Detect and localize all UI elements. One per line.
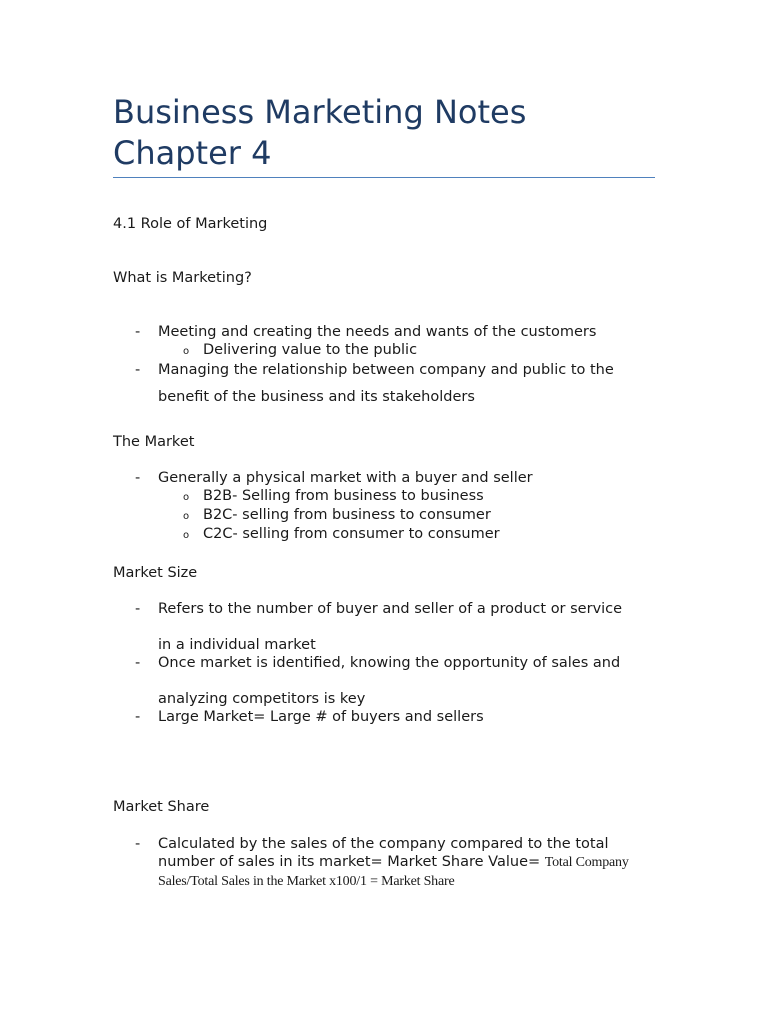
- marketing-heading: What is Marketing?: [113, 270, 252, 286]
- market-size-item-3: Large Market= Large # of buyers and sellers: [158, 709, 484, 725]
- market-share-definition-text: number of sales in its market= Market Share Value=: [158, 854, 545, 870]
- marketing-item-2-line-1: Managing the relationship between company and public to the: [158, 362, 614, 378]
- title-line-2: Chapter 4: [113, 134, 272, 172]
- marketing-item-1-sub-1: Delivering value to the public: [203, 342, 418, 358]
- sub-bullet-icon: o: [183, 492, 190, 503]
- title-line-1: Business Marketing Notes: [113, 93, 527, 131]
- list-dash: -: [135, 655, 141, 671]
- sub-bullet-icon: o: [183, 530, 190, 541]
- market-share-item-1-line-1: Calculated by the sales of the company compared to the total: [158, 836, 609, 852]
- list-dash: -: [135, 362, 141, 378]
- market-size-item-1-line-1: Refers to the number of buyer and seller of a product or service: [158, 601, 623, 617]
- market-sub-b2b: B2B- Selling from business to business: [203, 488, 484, 504]
- list-dash: -: [135, 601, 141, 617]
- sub-bullet-icon: o: [183, 511, 190, 522]
- market-share-item-1-line-2: [158, 853, 629, 872]
- marketing-item-1: Meeting and creating the needs and wants of the customers: [158, 324, 597, 340]
- market-share-heading: Market Share: [113, 799, 210, 815]
- market-item-1: Generally a physical market with a buyer and seller: [158, 470, 533, 486]
- list-dash: -: [135, 470, 141, 486]
- list-dash: -: [135, 709, 141, 725]
- market-size-item-2-line-2: analyzing competitors is key: [158, 691, 366, 707]
- market-heading: The Market: [113, 434, 195, 450]
- sub-bullet-icon: o: [183, 346, 190, 357]
- market-size-item-2-line-1: Once market is identified, knowing the opportunity of sales and: [158, 655, 621, 671]
- market-sub-b2c: B2C- selling from business to consumer: [203, 507, 491, 523]
- section-heading: 4.1 Role of Marketing: [113, 216, 268, 232]
- list-dash: -: [135, 836, 141, 852]
- market-size-item-1-line-2: in a individual market: [158, 637, 316, 653]
- market-sub-c2c: C2C- selling from consumer to consumer: [203, 526, 500, 542]
- marketing-item-2-line-2: benefit of the business and its stakeholders: [158, 389, 475, 405]
- document-title: [113, 92, 673, 174]
- market-share-formula-start: Total Company: [544, 855, 629, 870]
- market-size-heading: Market Size: [113, 565, 198, 581]
- list-dash: -: [135, 324, 141, 340]
- market-share-formula-line: Sales/Total Sales in the Market x100/1 = Market Share: [158, 874, 455, 889]
- title-divider: [113, 177, 655, 178]
